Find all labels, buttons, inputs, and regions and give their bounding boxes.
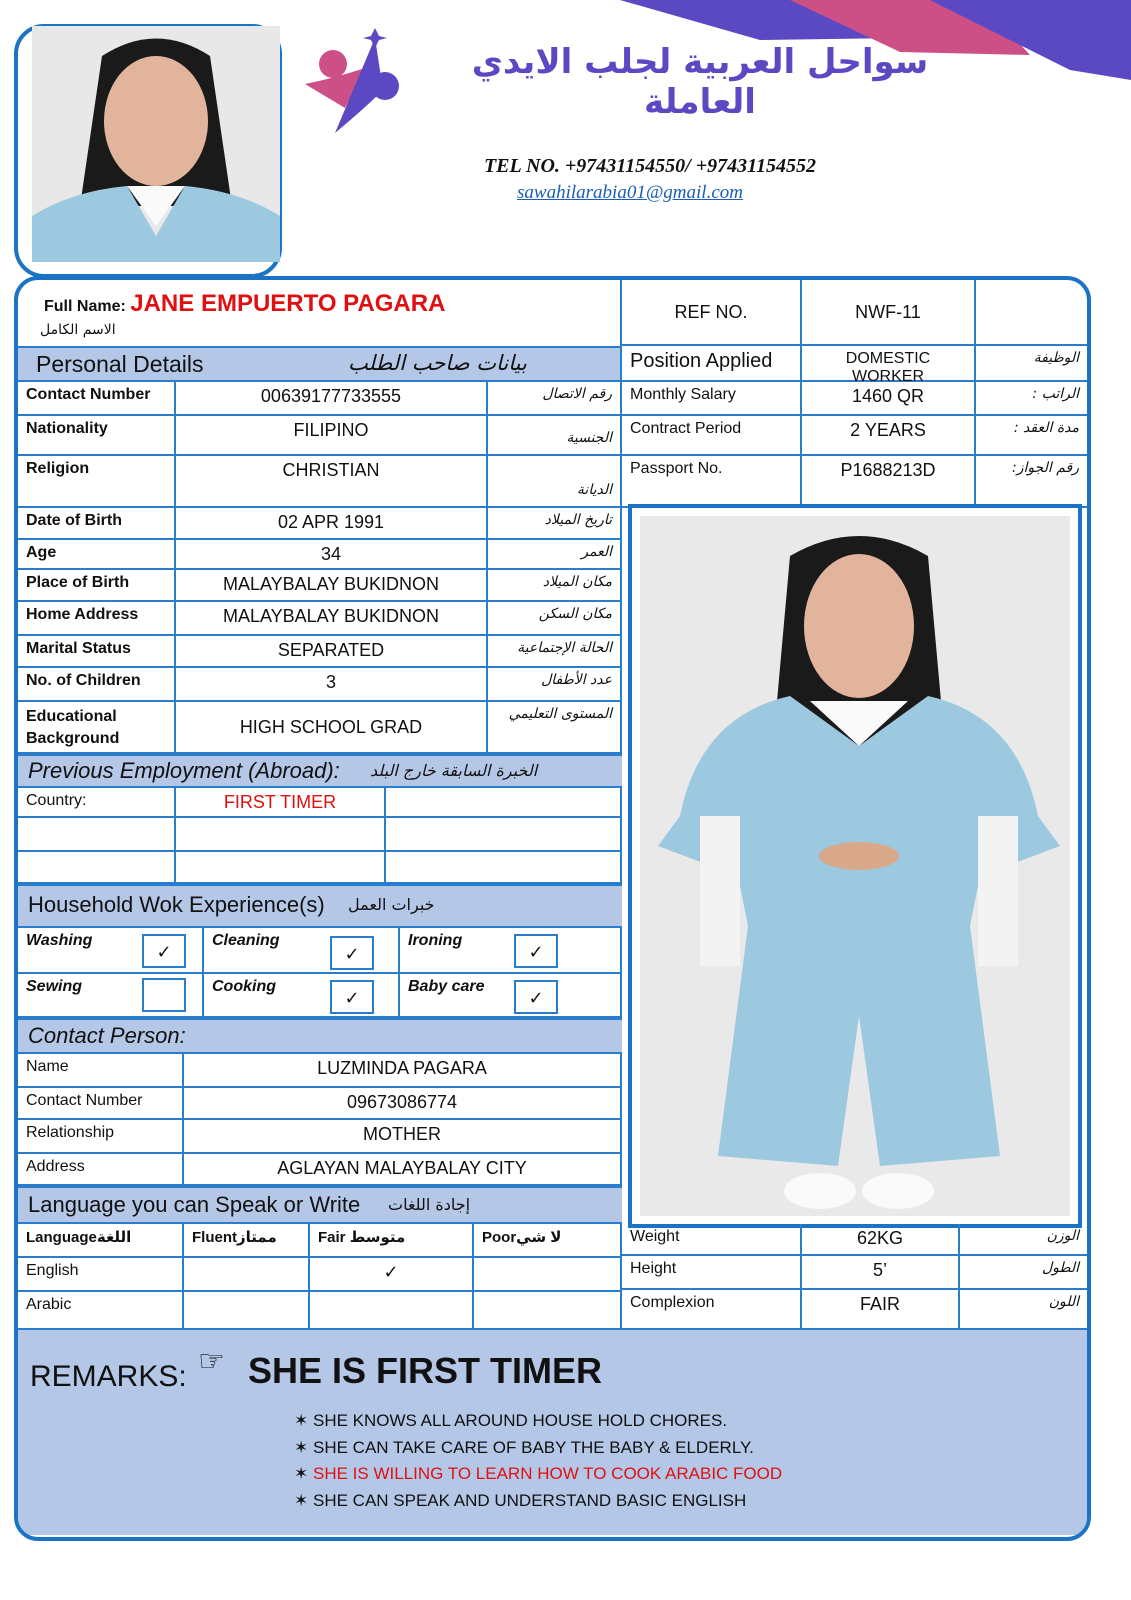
religion-value: CHRISTIAN bbox=[176, 456, 488, 508]
salary-label-ar: الراتب : bbox=[976, 382, 1087, 416]
marital-status-value: SEPARATED bbox=[176, 636, 488, 668]
ironing-checkbox[interactable]: ✓ bbox=[514, 934, 558, 968]
height-label-ar: الطول bbox=[960, 1256, 1087, 1290]
row-label-ar: عدد الأطفال bbox=[488, 668, 622, 702]
passport-value: P1688213D bbox=[802, 456, 976, 508]
remarks-item-text-highlight: SHE IS WILLING TO LEARN HOW TO COOK ARABIC FOOD bbox=[312, 1464, 783, 1483]
star-bullet-icon: ✶ bbox=[294, 1411, 309, 1430]
contact-address-value: AGLAYAN MALAYBALAY CITY bbox=[184, 1154, 622, 1186]
previous-employment-header bbox=[18, 754, 622, 788]
employment-empty-cell bbox=[18, 852, 176, 884]
row-label-ar: الجنسية bbox=[488, 416, 622, 456]
company-name-arabic: سواحل العربية لجلب الايدي العاملة bbox=[471, 42, 929, 122]
remarks-label: REMARKS: bbox=[30, 1360, 187, 1393]
cleaning-checkbox[interactable]: ✓ bbox=[330, 936, 374, 970]
row-label: Marital Status bbox=[18, 636, 176, 668]
row-label: Place of Birth bbox=[18, 570, 176, 602]
application-form bbox=[14, 276, 1091, 1541]
contact-name-value: LUZMINDA PAGARA bbox=[184, 1054, 622, 1088]
remarks-item bbox=[294, 1408, 782, 1435]
contact-label: Relationship bbox=[18, 1120, 184, 1154]
company-logo-icon bbox=[305, 28, 405, 138]
job-label-ar: الوظيفة bbox=[976, 346, 1087, 382]
languages-header bbox=[18, 1186, 622, 1224]
lang-english-fair[interactable]: ✓ bbox=[310, 1258, 474, 1292]
passport-label-ar: رقم الجواز: bbox=[976, 456, 1087, 508]
weight-label-ar: الوزن bbox=[960, 1224, 1087, 1256]
salary-value: 1460 QR bbox=[802, 382, 976, 416]
skill-label: Baby care bbox=[408, 978, 485, 995]
lang-english-label: English bbox=[18, 1258, 184, 1292]
remarks-section bbox=[18, 1330, 1087, 1535]
contact-number-value: 00639177733555 bbox=[176, 382, 488, 416]
row-label-ar: مكان الميلاد bbox=[488, 570, 622, 602]
employment-empty-cell bbox=[386, 818, 622, 852]
complexion-label-ar: اللون bbox=[960, 1290, 1087, 1330]
salary-label: Monthly Salary bbox=[620, 382, 802, 416]
washing-checkbox[interactable]: ✓ bbox=[142, 934, 186, 968]
lang-english-fluent[interactable] bbox=[184, 1258, 310, 1292]
remarks-item-text: SHE CAN SPEAK AND UNDERSTAND BASIC ENGLISH bbox=[312, 1490, 747, 1510]
lang-header-language: Languageاللغة bbox=[18, 1224, 184, 1258]
contact-person-title: Contact Person: bbox=[28, 1023, 186, 1048]
contact-label: Address bbox=[18, 1154, 184, 1186]
skill-cleaning bbox=[204, 928, 400, 974]
row-label: Nationality bbox=[18, 416, 176, 456]
skill-label: Sewing bbox=[26, 978, 83, 995]
company-email-link[interactable]: sawahilarabia01@gmail.com bbox=[517, 182, 743, 203]
education-value: HIGH SCHOOL GRAD bbox=[176, 702, 488, 754]
applicant-headshot-photo bbox=[32, 26, 280, 262]
row-label-ar: المستوى التعليمي bbox=[488, 702, 622, 754]
personal-details-header bbox=[18, 346, 622, 382]
languages-title-ar: إجادة اللغات bbox=[388, 1195, 471, 1214]
skill-washing bbox=[18, 928, 204, 974]
skill-baby-care bbox=[400, 974, 622, 1018]
row-label-ar: العمر bbox=[488, 540, 622, 570]
star-bullet-icon: ✶ bbox=[294, 1437, 309, 1457]
household-experience-header bbox=[18, 884, 622, 928]
job-label: Position Applied bbox=[620, 346, 802, 382]
skill-label: Washing bbox=[26, 932, 93, 949]
skill-cooking bbox=[204, 974, 400, 1018]
cooking-checkbox[interactable]: ✓ bbox=[330, 980, 374, 1014]
row-label-ar: الديانة bbox=[488, 456, 622, 508]
dob-value: 02 APR 1991 bbox=[176, 508, 488, 540]
contract-label-ar: مدة العقد : bbox=[976, 416, 1087, 456]
skill-ironing bbox=[400, 928, 622, 974]
lang-arabic-fair[interactable] bbox=[310, 1292, 474, 1330]
passport-label: Passport No. bbox=[620, 456, 802, 508]
previous-employment-title: Previous Employment (Abroad): bbox=[28, 758, 340, 783]
employment-empty-cell bbox=[386, 788, 622, 818]
row-label: Home Address bbox=[18, 602, 176, 636]
country-label: Country: bbox=[18, 788, 176, 818]
lang-header-fair: Fair متوسط bbox=[310, 1224, 474, 1258]
row-label: Religion bbox=[18, 456, 176, 508]
contact-number-value: 09673086774 bbox=[184, 1088, 622, 1120]
lang-arabic-label: Arabic bbox=[18, 1292, 184, 1330]
weight-label: Weight bbox=[620, 1224, 802, 1256]
ref-value: NWF-11 bbox=[802, 280, 976, 346]
full-name-value: JANE EMPUERTO PAGARA bbox=[130, 290, 446, 317]
contact-label: Name bbox=[18, 1054, 184, 1088]
nationality-value: FILIPINO bbox=[176, 416, 488, 456]
pointing-hand-icon: ☞ bbox=[198, 1345, 225, 1378]
household-title: Household Wok Experience(s) bbox=[28, 892, 325, 917]
remarks-item bbox=[294, 1435, 782, 1462]
skill-label: Ironing bbox=[408, 932, 463, 949]
row-label: Educational Background bbox=[18, 702, 176, 754]
row-label-ar: مكان السكن bbox=[488, 602, 622, 636]
star-bullet-icon: ✶ bbox=[294, 1490, 309, 1510]
row-label: Contact Number bbox=[18, 382, 176, 416]
place-of-birth-value: MALAYBALAY BUKIDNON bbox=[176, 570, 488, 602]
ref-label: REF NO. bbox=[620, 280, 802, 346]
row-label-ar: تاريخ الميلاد bbox=[488, 508, 622, 540]
star-bullet-icon: ✶ bbox=[294, 1464, 309, 1483]
remarks-item bbox=[294, 1488, 782, 1515]
lang-english-poor[interactable] bbox=[474, 1258, 622, 1292]
children-value: 3 bbox=[176, 668, 488, 702]
contract-label: Contract Period bbox=[620, 416, 802, 456]
lang-header-poor: Poorلا شي bbox=[474, 1224, 622, 1258]
row-label: No. of Children bbox=[18, 668, 176, 702]
personal-details-title-ar: بيانات صاحب الطلب bbox=[348, 351, 527, 375]
previous-employment-title-ar: الخبرة السابقة خارج البلد bbox=[370, 761, 538, 780]
applicant-full-body-photo bbox=[628, 504, 1082, 1228]
complexion-value: FAIR bbox=[802, 1290, 960, 1330]
lang-arabic-fluent[interactable] bbox=[184, 1292, 310, 1330]
height-value: 5’ bbox=[802, 1256, 960, 1290]
relationship-value: MOTHER bbox=[184, 1120, 622, 1154]
age-value: 34 bbox=[176, 540, 488, 570]
lang-header-fluent: Fluentممتاز bbox=[184, 1224, 310, 1258]
row-label-ar: رقم الاتصال bbox=[488, 382, 622, 416]
remarks-headline: SHE IS FIRST TIMER bbox=[248, 1350, 603, 1391]
remarks-item-text: SHE KNOWS ALL AROUND HOUSE HOLD CHORES. bbox=[312, 1411, 728, 1430]
full-name-label-ar: الاسم الكامل bbox=[40, 322, 116, 338]
household-title-ar: خبرات العمل bbox=[348, 895, 435, 914]
remarks-item bbox=[294, 1461, 782, 1488]
employment-empty-cell bbox=[176, 818, 386, 852]
employment-empty-cell bbox=[176, 852, 386, 884]
home-address-value: MALAYBALAY BUKIDNON bbox=[176, 602, 488, 636]
weight-value: 62KG bbox=[802, 1224, 960, 1256]
job-value: DOMESTIC WORKER bbox=[802, 346, 976, 382]
lang-arabic-poor[interactable] bbox=[474, 1292, 622, 1330]
employment-empty-cell bbox=[18, 818, 176, 852]
full-name-row bbox=[44, 290, 445, 318]
row-label-ar: الحالة الإجتماعية bbox=[488, 636, 622, 668]
row-label: Age bbox=[18, 540, 176, 570]
baby-care-checkbox[interactable]: ✓ bbox=[514, 980, 558, 1014]
full-name-label: Full Name: bbox=[44, 298, 126, 315]
languages-title: Language you can Speak or Write bbox=[28, 1192, 361, 1217]
height-label: Height bbox=[620, 1256, 802, 1290]
employment-empty-cell bbox=[386, 852, 622, 884]
contact-person-header bbox=[18, 1018, 622, 1054]
remarks-item-text: SHE CAN TAKE CARE OF BABY THE BABY & ELDERLY. bbox=[312, 1437, 754, 1457]
skill-sewing bbox=[18, 974, 204, 1018]
skill-label: Cleaning bbox=[212, 932, 280, 949]
remarks-list bbox=[294, 1408, 782, 1514]
complexion-label: Complexion bbox=[620, 1290, 802, 1330]
contract-value: 2 YEARS bbox=[802, 416, 976, 456]
ref-empty-cell bbox=[976, 280, 1087, 346]
sewing-checkbox[interactable] bbox=[142, 978, 186, 1012]
personal-details-title: Personal Details bbox=[36, 351, 204, 377]
row-label: Date of Birth bbox=[18, 508, 176, 540]
skill-label: Cooking bbox=[212, 978, 276, 995]
company-phone: TEL NO. +97431154550/ +97431154552 bbox=[483, 155, 817, 177]
country-value: FIRST TIMER bbox=[176, 788, 386, 818]
contact-label: Contact Number bbox=[18, 1088, 184, 1120]
